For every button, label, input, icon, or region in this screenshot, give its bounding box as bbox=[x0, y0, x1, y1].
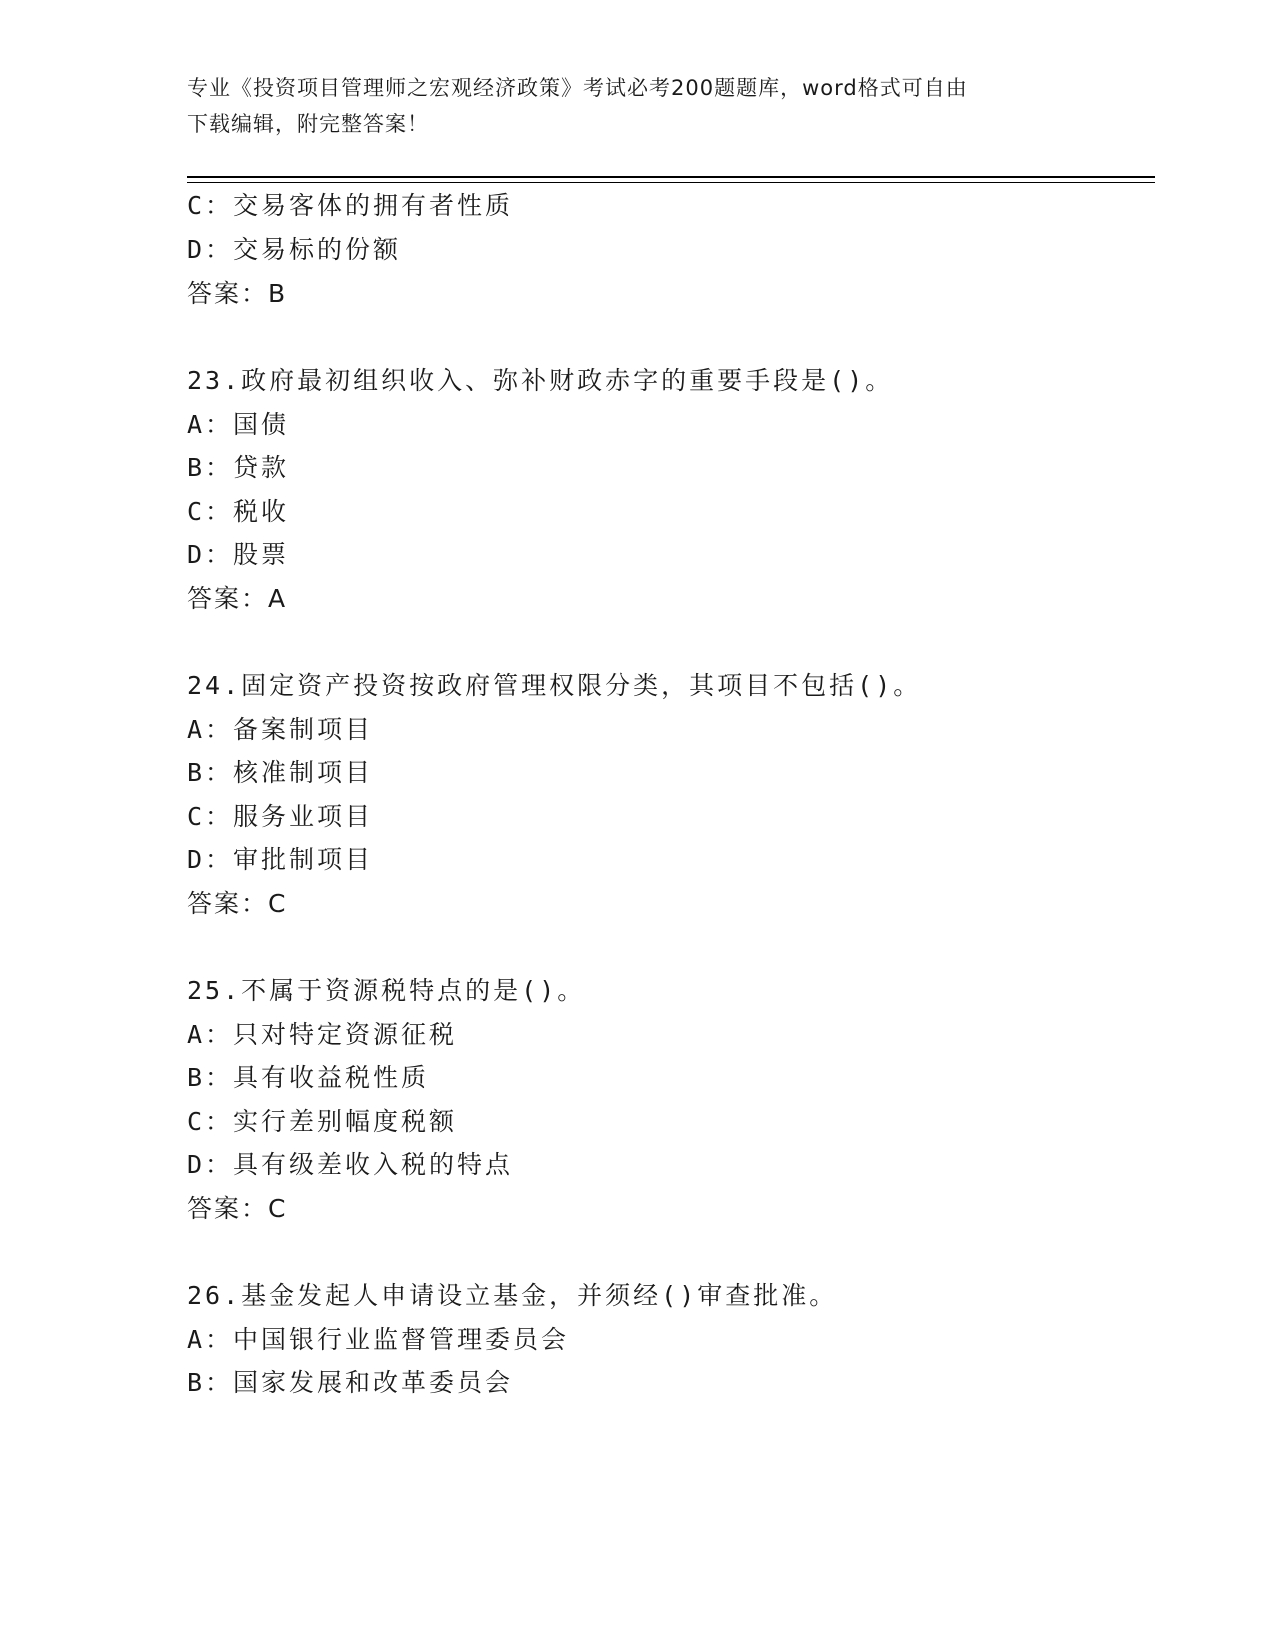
question-26: 26.基金发起人申请设立基金，并须经()审查批准。 bbox=[187, 1281, 838, 1310]
option-c-q25: C：实行差别幅度税额 bbox=[187, 1107, 458, 1136]
answer-q25: 答案：C bbox=[187, 1194, 288, 1223]
option-d-q24: D：审批制项目 bbox=[187, 845, 374, 874]
option-c-q22: C：交易客体的拥有者性质 bbox=[187, 191, 514, 220]
header-line-1: 专业《投资项目管理师之宏观经济政策》考试必考200题题库，word格式可自由 bbox=[187, 76, 968, 100]
question-24: 24.固定资产投资按政府管理权限分类，其项目不包括()。 bbox=[187, 671, 922, 700]
question-23: 23.政府最初组织收入、弥补财政赤字的重要手段是()。 bbox=[187, 366, 894, 395]
question-25: 25.不属于资源税特点的是()。 bbox=[187, 976, 586, 1005]
option-c-q23: C：税收 bbox=[187, 497, 290, 526]
header-line-2: 下载编辑，附完整答案！ bbox=[187, 112, 429, 136]
option-a-q26: A：中国银行业监督管理委员会 bbox=[187, 1325, 570, 1354]
option-d-q25: D：具有级差收入税的特点 bbox=[187, 1150, 514, 1179]
option-b-q26: B：国家发展和改革委员会 bbox=[187, 1368, 514, 1397]
answer-q24: 答案：C bbox=[187, 889, 288, 918]
option-a-q24: A：备案制项目 bbox=[187, 715, 374, 744]
option-a-q23: A：国债 bbox=[187, 410, 290, 439]
option-b-q23: B：贷款 bbox=[187, 453, 290, 482]
option-c-q24: C：服务业项目 bbox=[187, 802, 374, 831]
option-d-q22: D：交易标的份额 bbox=[187, 235, 402, 264]
header-divider-thick bbox=[187, 176, 1155, 178]
answer-q23: 答案：A bbox=[187, 584, 288, 613]
answer-q22: 答案：B bbox=[187, 279, 288, 308]
option-a-q25: A：只对特定资源征税 bbox=[187, 1020, 458, 1049]
option-b-q25: B：具有收益税性质 bbox=[187, 1063, 430, 1092]
header-divider-thin bbox=[187, 182, 1155, 183]
document-header bbox=[187, 70, 1087, 142]
option-d-q23: D：股票 bbox=[187, 540, 290, 569]
option-b-q24: B：核准制项目 bbox=[187, 758, 374, 787]
